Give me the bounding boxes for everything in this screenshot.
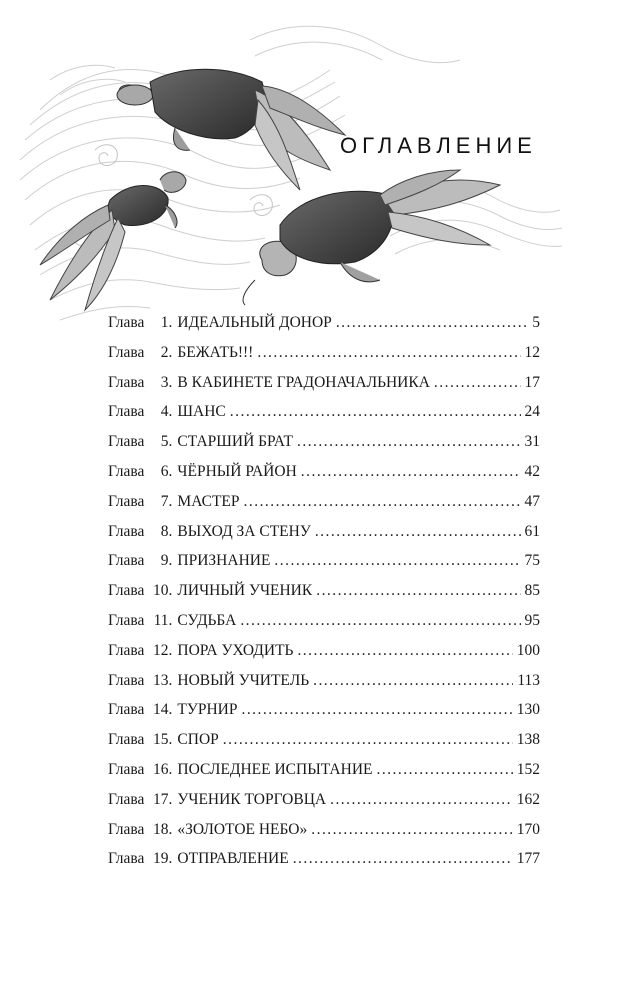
- toc-entry: [108, 850, 540, 880]
- chapter-title: ШАНС: [177, 403, 226, 421]
- chapter-number: 12.: [153, 641, 173, 659]
- page-number: 177: [516, 850, 540, 868]
- chapter-number: 16.: [153, 760, 173, 778]
- dot-leader: [297, 433, 521, 451]
- toc-entry: [108, 523, 540, 553]
- chapter-label: Глава: [108, 373, 145, 391]
- chapter-number: 8.: [160, 522, 173, 540]
- page-number: 17: [524, 373, 540, 391]
- chapter-title: ИДЕАЛЬНЫЙ ДОНОР: [177, 314, 332, 331]
- toc-entry: [108, 344, 540, 374]
- chapter-label: Глава: [108, 611, 145, 629]
- chapter-number: 10.: [153, 582, 173, 600]
- chapter-label: Глава: [108, 641, 145, 659]
- page-number: 42: [524, 462, 540, 480]
- dot-leader: [274, 552, 520, 570]
- toc-entry: [108, 493, 540, 523]
- chapter-number: 11.: [153, 611, 173, 629]
- toc-entry: [108, 612, 540, 642]
- page-number: 31: [524, 433, 540, 451]
- chapter-number: 17.: [153, 790, 173, 808]
- dot-leader: [434, 374, 521, 392]
- chapter-number: 1.: [160, 314, 173, 331]
- chapter-label: Глава: [108, 820, 145, 838]
- chapter-label: Глава: [108, 760, 145, 778]
- chapter-number: 19.: [153, 850, 173, 868]
- chapter-label: Глава: [108, 790, 145, 808]
- chapter-title: СУДЬБА: [177, 611, 237, 629]
- toc-entry: [108, 403, 540, 433]
- chapter-number: 3.: [160, 373, 173, 391]
- chapter-title: МАСТЕР: [177, 492, 240, 510]
- dot-leader: [313, 672, 513, 690]
- toc-entry: [108, 672, 540, 702]
- chapter-number: 7.: [160, 492, 173, 510]
- toc-entry: [108, 642, 540, 672]
- page-number: 152: [516, 760, 540, 778]
- dot-leader: [311, 821, 513, 839]
- chapter-label: Глава: [108, 671, 145, 689]
- chapter-label: Глава: [108, 522, 145, 540]
- dot-leader: [230, 403, 521, 421]
- dot-leader: [241, 701, 512, 719]
- chapter-label: Глава: [108, 433, 145, 451]
- turtles-waves-illustration: [0, 0, 619, 330]
- dot-leader: [297, 642, 512, 660]
- page-number: 5: [532, 314, 540, 331]
- chapter-title: ЛИЧНЫЙ УЧЕНИК: [177, 582, 313, 600]
- chapter-label: Глава: [108, 462, 145, 480]
- chapter-title: ПОСЛЕДНЕЕ ИСПЫТАНИЕ: [177, 760, 373, 778]
- table-of-contents: [108, 314, 540, 880]
- dot-leader: [293, 850, 513, 868]
- chapter-title: ТУРНИР: [177, 701, 238, 719]
- toc-entry: [108, 821, 540, 851]
- toc-entry: [108, 552, 540, 582]
- chapter-title: СТАРШИЙ БРАТ: [177, 433, 293, 451]
- chapter-title: ПРИЗНАНИЕ: [177, 552, 271, 570]
- toc-entry: [108, 582, 540, 612]
- chapter-label: Глава: [108, 731, 145, 749]
- turtle-left: [40, 172, 186, 310]
- chapter-number: 5.: [160, 433, 173, 451]
- chapter-label: Глава: [108, 314, 145, 331]
- page-number: 12: [524, 343, 540, 361]
- chapter-number: 15.: [153, 731, 173, 749]
- page-number: 85: [524, 582, 540, 600]
- page-number: 170: [516, 820, 540, 838]
- page-number: 162: [516, 790, 540, 808]
- page-number: 130: [516, 701, 540, 719]
- turtle-top: [117, 69, 345, 190]
- toc-entry: [108, 791, 540, 821]
- dot-leader: [315, 523, 521, 541]
- page-number: 95: [524, 611, 540, 629]
- page-number: 61: [524, 522, 540, 540]
- chapter-label: Глава: [108, 492, 145, 510]
- toc-entry: [108, 731, 540, 761]
- toc-entry: [108, 374, 540, 404]
- chapter-label: Глава: [108, 343, 145, 361]
- chapter-label: Глава: [108, 403, 145, 421]
- dot-leader: [240, 612, 520, 630]
- toc-entry: [108, 761, 540, 791]
- chapter-title: В КАБИНЕТЕ ГРАДОНАЧАЛЬНИКА: [177, 373, 430, 391]
- page-number: 113: [517, 671, 540, 689]
- chapter-number: 18.: [153, 820, 173, 838]
- chapter-title: ПОРА УХОДИТЬ: [177, 641, 294, 659]
- chapter-label: Глава: [108, 701, 145, 719]
- toc-entry: [108, 433, 540, 463]
- chapter-number: 4.: [160, 403, 173, 421]
- chapter-label: Глава: [108, 582, 145, 600]
- chapter-number: 2.: [160, 343, 173, 361]
- dot-leader: [257, 344, 520, 362]
- dot-leader: [376, 761, 512, 779]
- chapter-number: 13.: [153, 671, 173, 689]
- toc-entry: [108, 463, 540, 493]
- page-number: 100: [516, 641, 540, 659]
- dot-leader: [223, 731, 513, 749]
- toc-entry: [108, 701, 540, 731]
- dot-leader: [244, 493, 521, 511]
- page-number: 47: [524, 492, 540, 510]
- chapter-title: ЧЁРНЫЙ РАЙОН: [177, 462, 297, 480]
- chapter-title: ВЫХОД ЗА СТЕНУ: [177, 522, 311, 540]
- chapter-title: СПОР: [177, 731, 219, 749]
- page-number: 75: [524, 552, 540, 570]
- chapter-number: 6.: [160, 462, 173, 480]
- chapter-title: БЕЖАТЬ!!!: [177, 343, 254, 361]
- chapter-label: Глава: [108, 552, 145, 570]
- chapter-title: НОВЫЙ УЧИТЕЛЬ: [177, 671, 310, 689]
- chapter-number: 9.: [160, 552, 173, 570]
- chapter-title: УЧЕНИК ТОРГОВЦА: [177, 790, 327, 808]
- dot-leader: [301, 463, 521, 481]
- turtle-right: [243, 170, 500, 305]
- dot-leader: [336, 314, 528, 332]
- chapter-title: ОТПРАВЛЕНИЕ: [177, 850, 289, 868]
- toc-entry: [108, 314, 540, 344]
- chapter-title: «ЗОЛОТОЕ НЕБО»: [177, 820, 308, 838]
- chapter-label: Глава: [108, 850, 145, 868]
- chapter-number: 14.: [153, 701, 173, 719]
- dot-leader: [330, 791, 513, 809]
- page-number: 24: [524, 403, 540, 421]
- page-number: 138: [516, 731, 540, 749]
- toc-heading: ОГЛАВЛЕНИЕ: [340, 133, 537, 158]
- dot-leader: [316, 582, 520, 600]
